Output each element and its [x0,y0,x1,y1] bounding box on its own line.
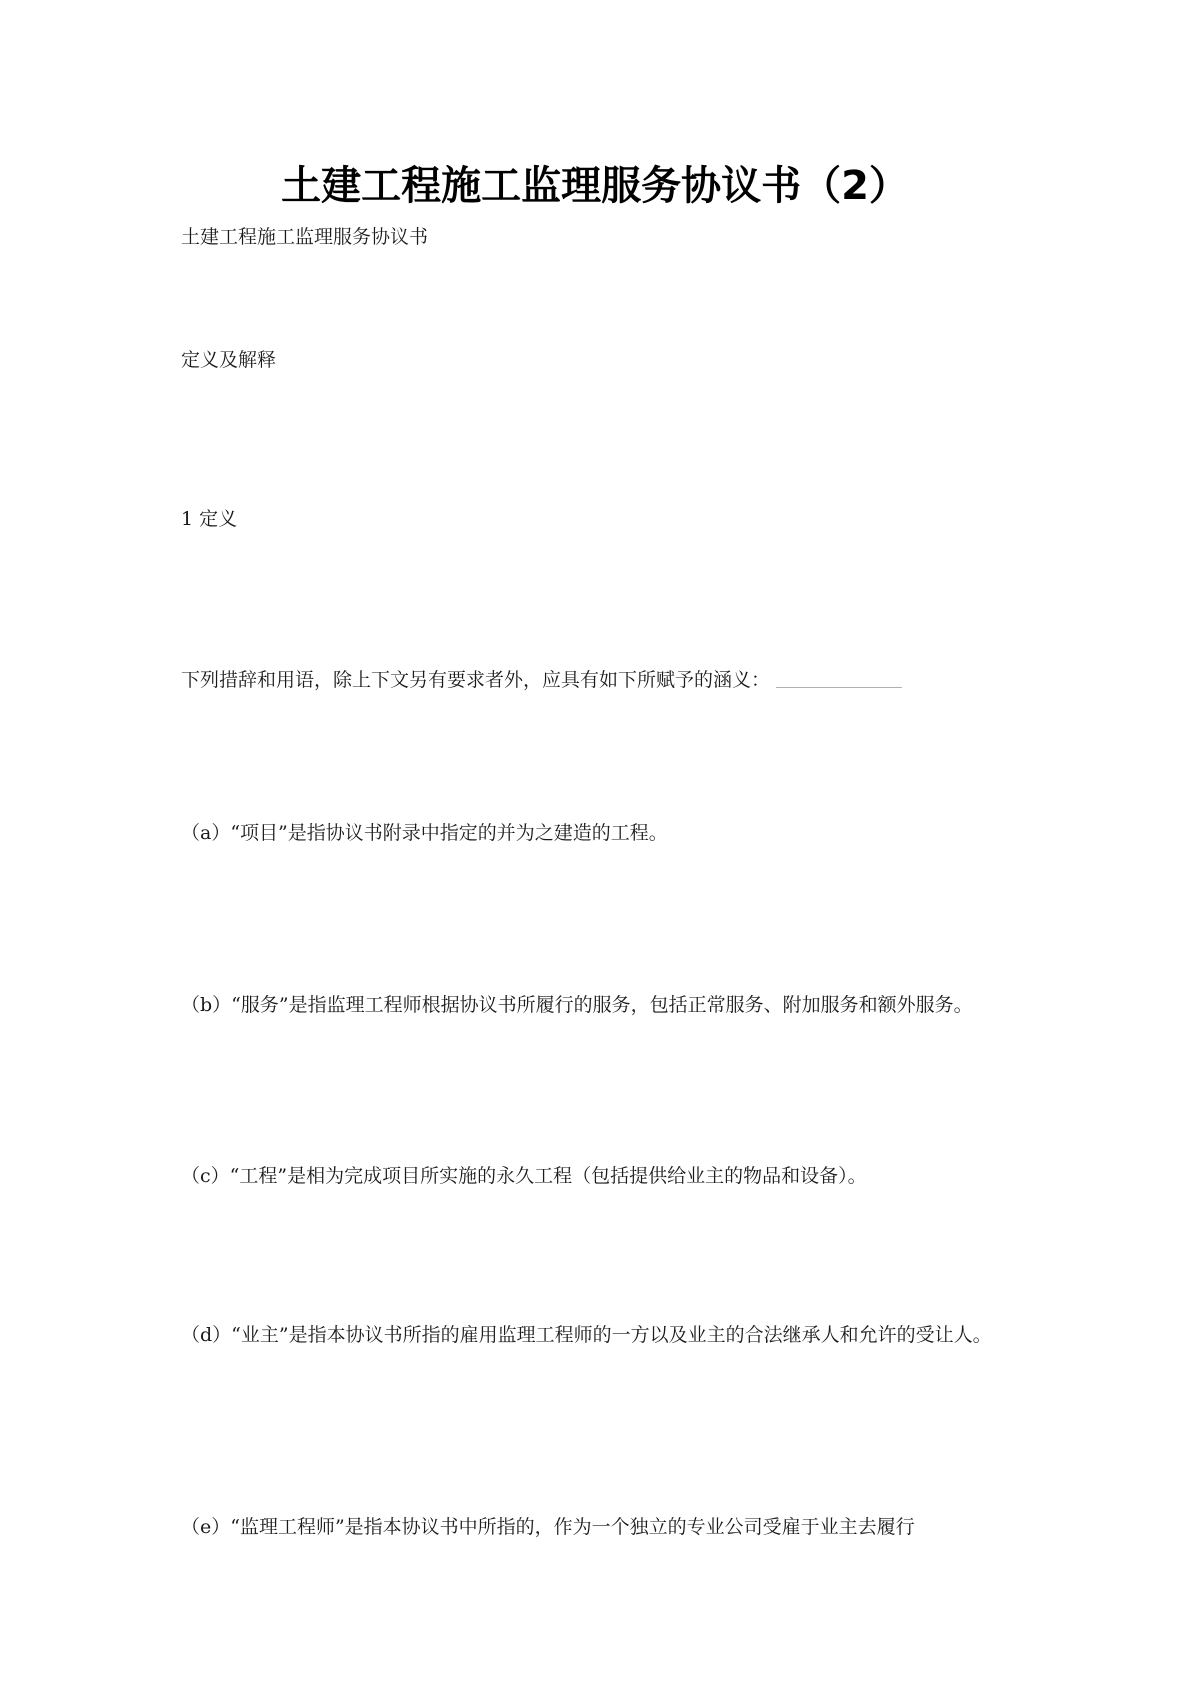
document-subtitle: 土建工程施工监理服务协议书 [181,226,429,248]
definition-c: （c）“工程”是相为完成项目所实施的永久工程（包括提供给业主的物品和设备）。 [181,1165,867,1187]
section-heading: 定义及解释 [181,349,277,371]
clause-heading: 1 定义 [181,508,238,530]
definition-a: （a）“项目”是指协议书附录中指定的并为之建造的工程。 [181,822,668,844]
definition-d: （d）“业主”是指本协议书所指的雇用监理工程师的一方以及业主的合法继承人和允许的受让人。 [181,1324,992,1346]
intro-paragraph [181,665,1021,695]
definition-e: （e）“监理工程师”是指本协议书中所指的，作为一个独立的专业公司受雇于业主去履行 [181,1516,915,1538]
definition-b: （b）“服务”是指监理工程师根据协议书所履行的服务，包括正常服务、附加服务和额外服务。 [181,994,973,1016]
document-title: 土建工程施工监理服务协议书（2） [281,163,909,209]
fill-in-blank [776,686,902,688]
intro-text: 下列措辞和用语，除上下文另有要求者外，应具有如下所赋予的涵义： [181,669,771,691]
